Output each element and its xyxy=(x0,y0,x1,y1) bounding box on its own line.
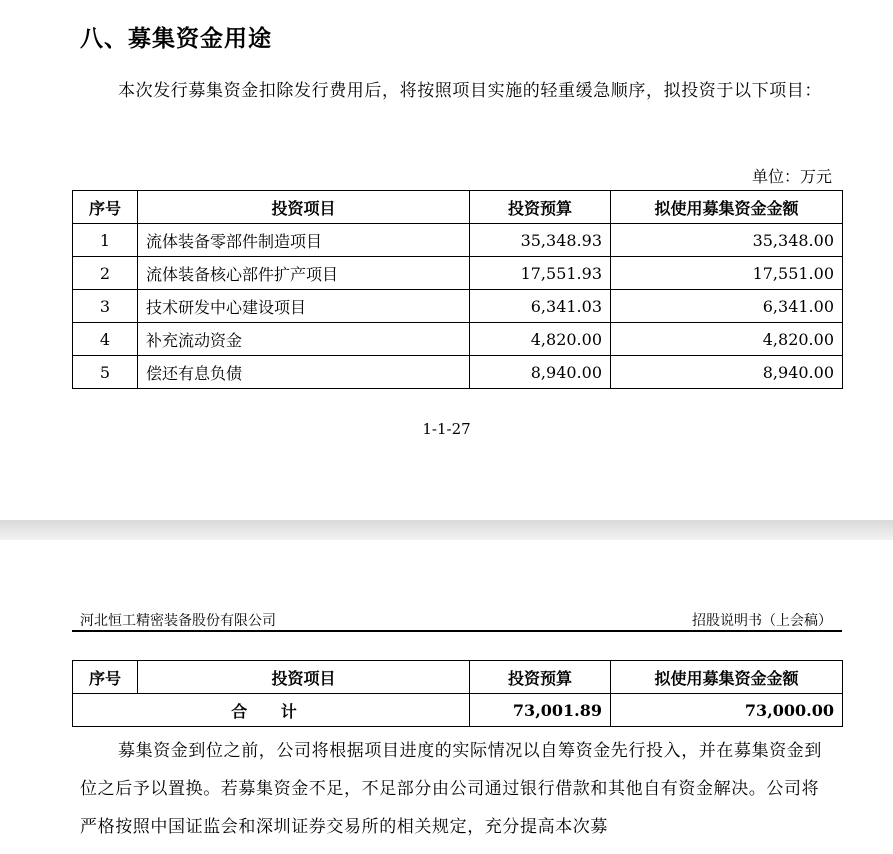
page-number: 1-1-27 xyxy=(422,420,471,438)
table-row xyxy=(73,257,843,290)
page-2 xyxy=(0,540,893,854)
row-project: 偿还有息负债 xyxy=(138,356,470,389)
header-project: 投资项目 xyxy=(138,661,470,694)
row-project: 流体装备核心部件扩产项目 xyxy=(138,257,470,290)
table-row xyxy=(73,323,843,356)
unit-label: 单位：万元 xyxy=(751,167,832,186)
closing-paragraph: 募集资金到位之前，公司将根据项目进度的实际情况以自筹资金先行投入，并在募集资金到位之后予以置换。若募集资金不足，不足部分由公司通过银行借款和其他自有资金解决。公司将严格按照中国证监会和深圳证券交易所的相关规定，充分提高本次募 xyxy=(80,741,822,837)
investment-table xyxy=(72,190,843,389)
header-amount: 拟使用募集资金金额 xyxy=(611,661,843,694)
investment-table-continued xyxy=(72,660,843,727)
header-seq: 序号 xyxy=(73,191,138,224)
row-seq: 5 xyxy=(73,356,138,389)
table-header-row xyxy=(73,661,843,694)
header-amount: 拟使用募集资金金额 xyxy=(611,191,843,224)
row-seq: 1 xyxy=(73,224,138,257)
row-amount: 6,341.00 xyxy=(611,290,843,323)
total-amount: 73,000.00 xyxy=(611,694,843,727)
row-project: 补充流动资金 xyxy=(138,323,470,356)
row-budget: 6,341.03 xyxy=(470,290,611,323)
row-budget: 4,820.00 xyxy=(470,323,611,356)
table-header-row xyxy=(73,191,843,224)
row-amount: 35,348.00 xyxy=(611,224,843,257)
row-seq: 4 xyxy=(73,323,138,356)
row-project: 流体装备零部件制造项目 xyxy=(138,224,470,257)
intro-paragraph: 本次发行募集资金扣除发行费用后，将按照项目实施的轻重缓急顺序，拟投资于以下项目： xyxy=(118,81,822,101)
total-budget: 73,001.89 xyxy=(470,694,611,727)
section-heading: 八、募集资金用途 xyxy=(80,26,272,52)
total-label: 合 计 xyxy=(73,694,470,727)
header-seq: 序号 xyxy=(73,661,138,694)
row-budget: 17,551.93 xyxy=(470,257,611,290)
row-amount: 8,940.00 xyxy=(611,356,843,389)
table-row xyxy=(73,356,843,389)
row-budget: 8,940.00 xyxy=(470,356,611,389)
header-document: 招股说明书（上会稿） xyxy=(692,613,832,629)
header-project: 投资项目 xyxy=(138,191,470,224)
row-seq: 2 xyxy=(73,257,138,290)
header-rule xyxy=(72,630,842,632)
table-row xyxy=(73,224,843,257)
page-separator xyxy=(0,520,893,540)
row-budget: 35,348.93 xyxy=(470,224,611,257)
row-amount: 17,551.00 xyxy=(611,257,843,290)
header-budget: 投资预算 xyxy=(470,191,611,224)
header-company: 河北恒工精密装备股份有限公司 xyxy=(80,613,276,629)
table-row xyxy=(73,290,843,323)
row-project: 技术研发中心建设项目 xyxy=(138,290,470,323)
row-amount: 4,820.00 xyxy=(611,323,843,356)
header-budget: 投资预算 xyxy=(470,661,611,694)
row-seq: 3 xyxy=(73,290,138,323)
table-total-row xyxy=(73,694,843,727)
